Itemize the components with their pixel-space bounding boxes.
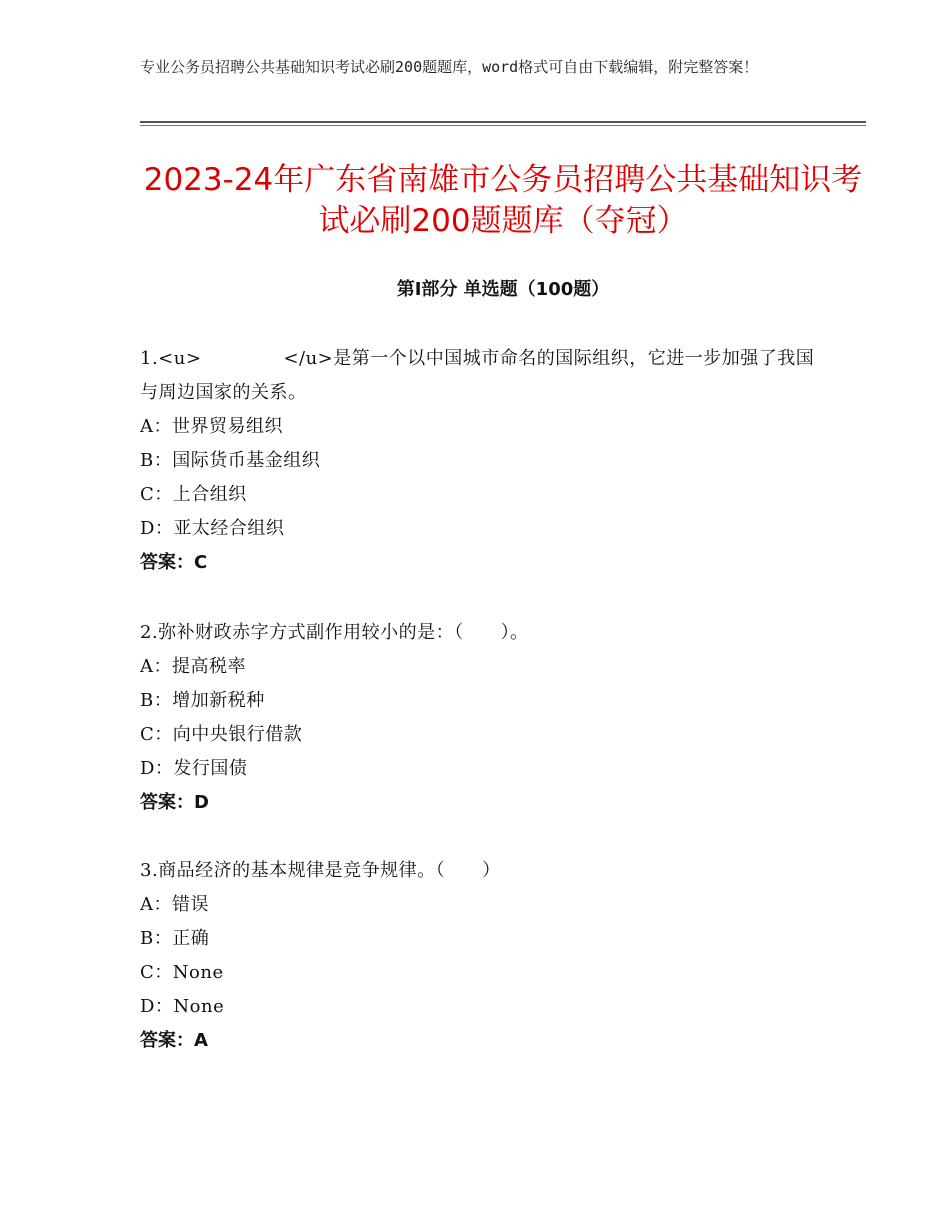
header-note: 专业公务员招聘公共基础知识考试必刷200题题库，word格式可自由下载编辑，附完整答案！ — [140, 58, 759, 76]
section-title: 第Ⅰ部分 单选题（100题） — [396, 279, 610, 300]
answer: 答案：A — [140, 1030, 208, 1051]
question-stem-end: </u>是第一个以中国城市命名的国际组织，它进一步加强了我国与周边国家的关系。 — [140, 348, 815, 403]
header-divider-thin — [140, 125, 866, 126]
option-d: D：None — [140, 996, 225, 1017]
option-b: B：增加新税种 — [140, 690, 265, 711]
option-a: A：世界贸易组织 — [140, 416, 283, 437]
question-stem-start: 1.<u> — [140, 348, 202, 369]
header-divider — [140, 121, 866, 123]
option-c: C：None — [140, 962, 224, 983]
question-stem: 2.弥补财政赤字方式副作用较小的是：（ ）。 — [140, 622, 529, 643]
question-2 — [140, 616, 820, 820]
option-a: A：错误 — [140, 894, 209, 915]
option-d: D：亚太经合组织 — [140, 518, 285, 539]
option-c: C：上合组织 — [140, 484, 247, 505]
question-stem: 3.商品经济的基本规律是竞争规律。（ ） — [140, 860, 501, 881]
answer: 答案：D — [140, 792, 209, 813]
question-1 — [140, 342, 820, 580]
question-stem — [140, 342, 820, 410]
option-b: B：正确 — [140, 928, 210, 949]
answer: 答案：C — [140, 552, 208, 573]
option-a: A：提高税率 — [140, 656, 246, 677]
option-c: C：向中央银行借款 — [140, 724, 303, 745]
question-3 — [140, 854, 820, 1058]
option-d: D：发行国债 — [140, 758, 248, 779]
option-b: B：国际货币基金组织 — [140, 450, 321, 471]
document-title: 2023-24年广东省南雄市公务员招聘公共基础知识考试必刷200题题库（夺冠） — [143, 162, 863, 239]
